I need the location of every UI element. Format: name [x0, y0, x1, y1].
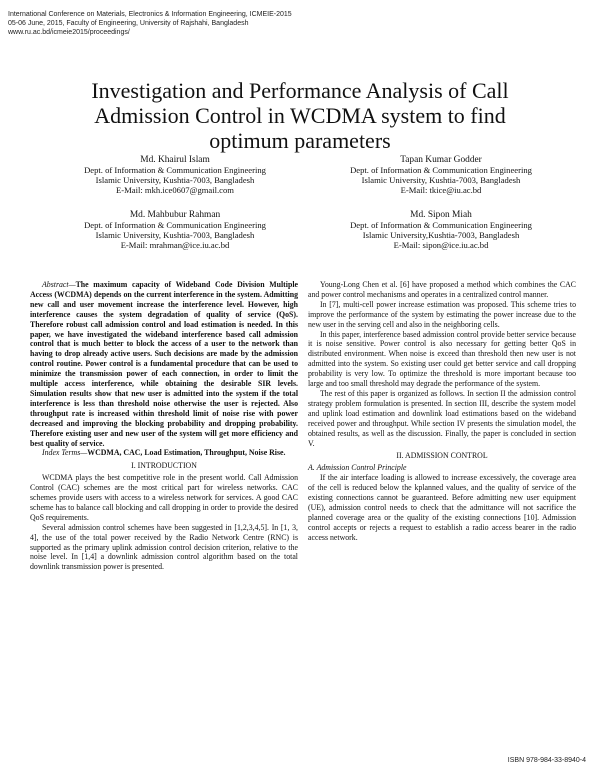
header-line-date-venue: 05-06 June, 2015, Faculty of Engineering, University of Rajshahi, Bangladesh — [8, 20, 249, 27]
author-university: Islamic University,Kushtia-7003, Bangladesh — [362, 230, 520, 240]
abstract-text: The maximum capacity of Wideband Code Division Multiple Access (WCDMA) depends on the current interference in the system. Admitting new call and user movement increase the interference level. However, high interference causes the system degradation of quality of service (QoS). Therefore robust call admission control and load estimation is needed. In this paper, we have investigated the wideband interference based call admission control that is much better to block the access of a user to the network than having to drop already active users. Such decisions are made by the admission control routine. Power control is a fundamental procedure that can be used to minimize the transmission power of each connection, in order to limit the multiple access interference, while obtaining the desirable SIR levels. Simulation results show that new user is admitted into the system if the total interference is less than threshold noise otherwise the user is rejected. Also throughput rate is increased within threshold limit of noise rise with power decreased and improving the blocking probability and dropping probability. Therefore existing user and new user of the system will get more efficiency and best quality of service. — [30, 280, 298, 448]
author-email: E-Mail: mkh.ice0607@gmail.com — [116, 185, 234, 195]
intro-paragraph-2: Several admission control schemes have been suggested in [1,2,3,4,5]. In [1, 3, 4], the use of the total power received by the Radio Network Centre (RNC) is supported as the primary uplink admission control decision criterion, relative to the noise level. In [1,4] a downlink admission control algorithm based on the total downlink transmission power is presented. — [30, 522, 298, 572]
author-block-2 — [306, 155, 576, 195]
body-paragraph-3: In this paper, interference based admission control provide better service because it is noise sensitive. Power control is also necessary for getting better QoS in distributed environment. When noise is exceed than threshold then new user is not admitted into the system. So existing user could get better service and call dropping probability is very low. To optimize the threshold is more important because too large and too small threshold may degrade the performance of the system. — [308, 329, 576, 389]
author-name: Md. Khairul Islam — [140, 155, 210, 165]
right-column — [308, 280, 576, 543]
header-line-url: www.ru.ac.bd/icmeie2015/proceedings/ — [8, 29, 130, 36]
author-email: E-Mail: mrahman@ice.iu.ac.bd — [120, 240, 230, 250]
paper-title — [40, 78, 560, 153]
author-university: Islamic University, Kushtia-7003, Bangladesh — [95, 230, 255, 240]
author-block-1 — [40, 155, 310, 195]
index-terms-label: Index Terms— — [42, 448, 88, 458]
author-university: Islamic University, Kushtia-7003, Bangladesh — [95, 175, 255, 185]
body-paragraph-4: The rest of this paper is organized as follows. In section II the admission control strategy problem formulation is presented. In section III, describe the system model and uplink load estimation and downlink load estimations based on the wideband received power and throughput. While section IV presents the simulation model, the obtained results, as well as the discussion. Finally, the paper is concluded in section V. — [308, 388, 576, 448]
author-name: Tapan Kumar Godder — [400, 155, 482, 165]
title-line-2: Admission Control in WCDMA system to find — [94, 103, 506, 128]
left-column — [30, 280, 298, 572]
title-line-3: optimum parameters — [209, 128, 391, 153]
body-paragraph-1: Young-Long Chen et al. [6] have proposed a method which combines the CAC and power control mechanisms and operates in a centralized control manner. — [308, 280, 576, 299]
admission-paragraph-1: If the air interface loading is allowed to increase excessively, the coverage area of the cell is reduced below the kplanned values, and the quality of service of the existing connections cannot be guaranteed. Before admitting new user equipment (UE), admission control needs to check that the admittance will not sacrifice the planned coverage area or the quality of the existing connections [10]. Admission control accepts or rejects a request to establish a radio access bearer in the radio access network. — [308, 473, 576, 542]
author-university: Islamic University, Kushtia-7003, Bangladesh — [361, 175, 521, 185]
isbn-footer: ISBN 978-984-33-8940-4 — [507, 757, 586, 764]
body-paragraph-2: In [7], multi-cell power increase estimation was proposed. This scheme tries to improve the performance of the system by estimating the power increase due to the new user in the serving cell and also in the neighboring cells. — [308, 299, 576, 329]
author-block-3 — [40, 210, 310, 250]
header-line-conference: International Conference on Materials, Electronics & Information Engineering, ICMEIE-2015 — [8, 11, 292, 18]
author-block-4 — [306, 210, 576, 250]
section-heading-admission-control: II. ADMISSION CONTROL — [396, 451, 488, 461]
section-heading-introduction: I. INTRODUCTION — [131, 461, 197, 471]
index-terms-text: WCDMA, CAC, Load Estimation, Throughput, Noise Rise. — [87, 448, 286, 458]
author-email: E-Mail: sipon@ice.iu.ac.bd — [393, 240, 489, 250]
author-dept: Dept. of Information & Communication Engineering — [84, 165, 266, 175]
author-dept: Dept. of Information & Communication Engineering — [84, 220, 266, 230]
author-name: Md. Mahbubur Rahman — [129, 210, 221, 220]
author-dept: Dept. of Information & Communication Engineering — [350, 220, 532, 230]
conference-header — [8, 10, 428, 37]
index-terms — [30, 448, 298, 458]
abstract — [30, 280, 298, 448]
author-email: E-Mail: tkice@iu.ac.bd — [400, 185, 482, 195]
intro-paragraph-1: WCDMA plays the best competitive role in the present world. Call Admission Control (CAC) schemes are the most critical part for wireless networks. CAC schemes provide users with access to a wireless network for services. A good CAC scheme has to balance call blocking and call dropping in order to provide the desired QoS requirements. — [30, 473, 298, 522]
author-name: Md. Sipon Miah — [410, 210, 472, 220]
title-line-1: Investigation and Performance Analysis of Call — [91, 78, 509, 103]
abstract-label: Abstract— — [42, 280, 76, 289]
author-dept: Dept. of Information & Communication Engineering — [350, 165, 532, 175]
subsection-heading-principle: A. Admission Control Principle — [308, 463, 407, 473]
